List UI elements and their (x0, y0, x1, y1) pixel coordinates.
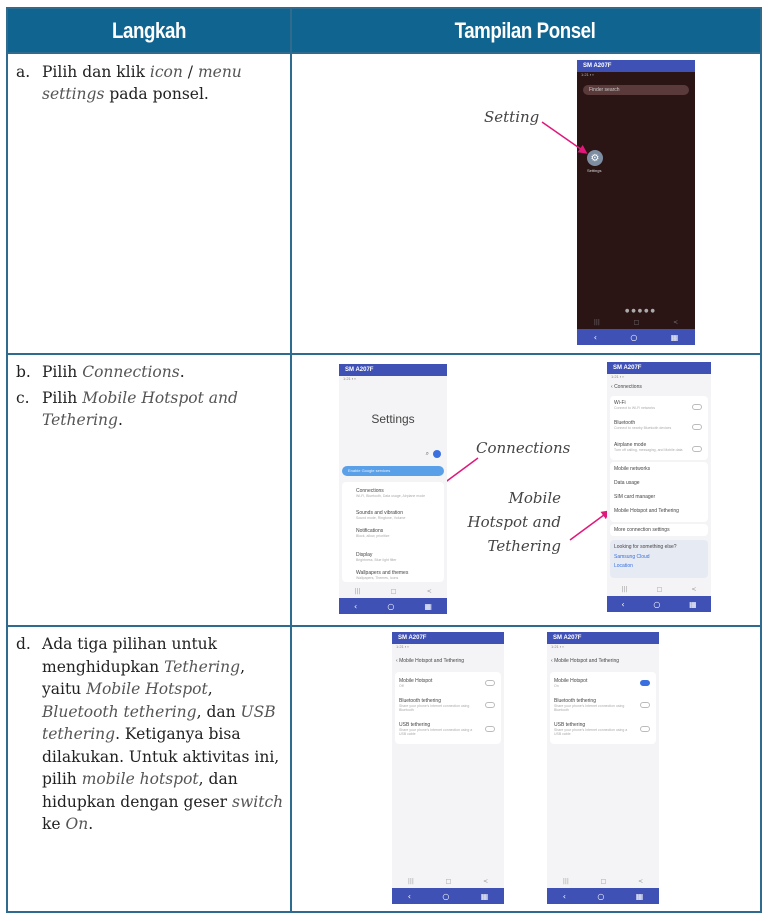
phone-settings-screen: SM A207F 1:21 ▪ ▪ Settings ⌕ Enable Google services Connections Wi-Fi, Bluetooth, Data usage, Airplane mode Sounds and vibration Sound mode, Ringtone, Volume Notifications Block, allow, prioritize Display Brightness, Blue light filter Wallpapers and themes Wallpapers, Themes, Icons ||| □ < ‹ ○ ▦ (339, 364, 447, 614)
list-item-more-connection[interactable]: More connection settings (614, 527, 670, 533)
list-item-airplane[interactable]: Airplane mode Turn off calling, messaging, and Mobile data (614, 442, 683, 452)
bluetooth-tethering-toggle[interactable] (485, 702, 495, 708)
list-item-bluetooth-tethering[interactable]: Bluetooth tethering Share your phone's Internet connection using Bluetooth (554, 698, 625, 712)
google-banner[interactable]: Enable Google services (342, 466, 444, 476)
settings-list (342, 482, 444, 582)
usb-tethering-toggle[interactable] (640, 726, 650, 732)
list-item-mobile-hotspot[interactable]: Mobile Hotspot Off (399, 678, 433, 688)
usb-tethering-toggle[interactable] (485, 726, 495, 732)
back-icon[interactable]: ‹ (562, 891, 566, 901)
list-item-bluetooth-tethering[interactable]: Bluetooth tethering Share your phone's Internet connection using Bluetooth (399, 698, 470, 712)
connections-heading: ‹ Connections (611, 384, 642, 390)
step-c-text: Pilih Mobile Hotspot and Tethering. (42, 389, 238, 429)
header-tampilan-ponsel: Tampilan Ponsel (454, 17, 596, 43)
phone-title-bar: SM A207F (577, 60, 695, 72)
back-icon[interactable]: ‹ (407, 891, 411, 901)
step-a-text: Pilih dan klik icon / menu settings pada ponsel. (42, 63, 242, 103)
list-item-usb-tethering[interactable]: USB tethering Share your phone's Internet connection using a USB cable (399, 722, 473, 736)
list-item-display[interactable]: Display Brightness, Blue light filter (356, 552, 397, 562)
page-indicator: ●●●●● (625, 308, 657, 314)
settings-app-label: Settings (587, 168, 602, 173)
back-icon[interactable]: ‹ (354, 601, 358, 611)
link-location[interactable]: Location (614, 563, 633, 569)
phone-hotspot-on: SM A207F 1:21 ▪ ▪ ‹ Mobile Hotspot and Tethering Mobile Hotspot On Bluetooth tethering Share your phone's Internet connection using Bluetooth USB tethering Share your phone's Internet connection using a USB cable ||| □ < ‹ ○ ▦ (547, 632, 659, 904)
mobile-hotspot-toggle[interactable] (485, 680, 495, 686)
home-icon[interactable]: ○ (630, 332, 638, 342)
recents-icon[interactable]: ▦ (424, 601, 432, 611)
home-icon[interactable]: ○ (442, 891, 450, 901)
list-item-usb-tethering[interactable]: USB tethering Share your phone's Internet connection using a USB cable (554, 722, 628, 736)
list-item-sounds[interactable]: Sounds and vibration Sound mode, Ringtone, Volume (356, 510, 406, 520)
home-icon[interactable]: ○ (597, 891, 605, 901)
suggest-box: Looking for something else? Samsung Cloud Location (610, 540, 708, 578)
search-icon[interactable]: ⌕ (425, 450, 429, 457)
step-a: a. Pilih dan klik icon / menu settings pada ponsel. (16, 61, 288, 105)
profile-icon[interactable] (433, 450, 441, 458)
list-item-sim-manager[interactable]: SIM card manager (614, 494, 656, 500)
recents-icon[interactable]: ▦ (670, 332, 679, 342)
mobile-hotspot-toggle[interactable] (640, 680, 650, 686)
list-item-wifi[interactable]: Wi-Fi Connect to Wi-Fi networks (614, 400, 656, 410)
phone-connections-screen: SM A207F 1:21 ▪ ▪ ‹ Connections Wi-Fi Connect to Wi-Fi networks Bluetooth Connect to nearby Bluetooth devices Airplane mode Turn off calling, messaging, and Mobile data Mobile networks Data usage SIM card manager Mobile Hotspot and Tethering More connection settings Looking for something else? Samsung Cloud Location ||| □ < ‹ ○ ▦ (607, 362, 711, 612)
settings-heading: Settings (371, 412, 415, 426)
recents-icon[interactable]: ▦ (480, 891, 489, 901)
list-item-wallpapers[interactable]: Wallpapers and themes Wallpapers, Themes, Icons (356, 570, 409, 580)
recents-icon[interactable]: ▦ (689, 599, 697, 609)
list-item-bluetooth[interactable]: Bluetooth Connect to nearby Bluetooth devices (614, 420, 672, 430)
finder-search-bar[interactable]: Finder search (583, 85, 689, 95)
list-item-mobile-networks[interactable]: Mobile networks (614, 466, 651, 472)
home-icon[interactable]: ○ (653, 599, 661, 609)
list-item-notifications[interactable]: Notifications Block, allow, prioritize (356, 528, 390, 538)
back-icon[interactable]: ‹ (593, 332, 597, 342)
wifi-toggle[interactable] (692, 404, 702, 410)
recents-icon[interactable]: ▦ (635, 891, 644, 901)
list-item-connections[interactable]: Connections Wi-Fi, Bluetooth, Data usage, Airplane mode (356, 488, 426, 498)
header-langkah: Langkah (112, 17, 186, 43)
step-d-text: Ada tiga pilihan untuk menghidupkan Tethering, yaitu Mobile Hotspot, Bluetooth tethering, dan USB tethering. Ketiganya bisa dilakukan. Untuk aktivitas ini, pilih mobile hotspot, dan hidupkan dengan geser switch ke On. (42, 635, 284, 833)
bluetooth-toggle[interactable] (692, 424, 702, 430)
step-b-text: Pilih Connections. (42, 363, 185, 381)
list-item-mobile-hotspot[interactable]: Mobile Hotspot and Tethering (614, 508, 679, 514)
link-samsung-cloud[interactable]: Samsung Cloud (614, 554, 650, 560)
home-icon[interactable]: ○ (387, 601, 395, 611)
callout-mobile-hotspot: Mobile Hotspot and Tethering (467, 489, 561, 555)
list-item-data-usage[interactable]: Data usage (614, 480, 640, 486)
soft-nav: ||| □ < (593, 318, 679, 326)
status-bar: 1:21 ▪ ▪ (581, 72, 594, 77)
step-d: d. Ada tiga pilihan untuk menghidupkan Tethering, yaitu Mobile Hotspot, Bluetooth tethering, dan USB tethering. Ketiganya bisa dilakukan. Untuk aktivitas ini, pilih mobile hotspot, dan hidupkan dengan geser switch ke On. (16, 633, 288, 836)
list-item-mobile-hotspot[interactable]: Mobile Hotspot On (554, 678, 588, 688)
bluetooth-tethering-toggle[interactable] (640, 702, 650, 708)
airplane-toggle[interactable] (692, 446, 702, 452)
back-icon[interactable]: ‹ (621, 599, 625, 609)
step-b-c: b. Pilih Connections. c. Pilih Mobile Hotspot and Tethering. (16, 361, 288, 431)
phone-hotspot-off: SM A207F 1:21 ▪ ▪ ‹ Mobile Hotspot and Tethering Mobile Hotspot Off Bluetooth tethering Share your phone's Internet connection using Bluetooth USB tethering Share your phone's Internet connection using a USB cable ||| □ < ‹ ○ ▦ (392, 632, 504, 904)
callout-connections: Connections (476, 439, 571, 457)
callout-setting: Setting (484, 108, 540, 126)
settings-gear-icon[interactable]: ⚙ (587, 150, 603, 166)
